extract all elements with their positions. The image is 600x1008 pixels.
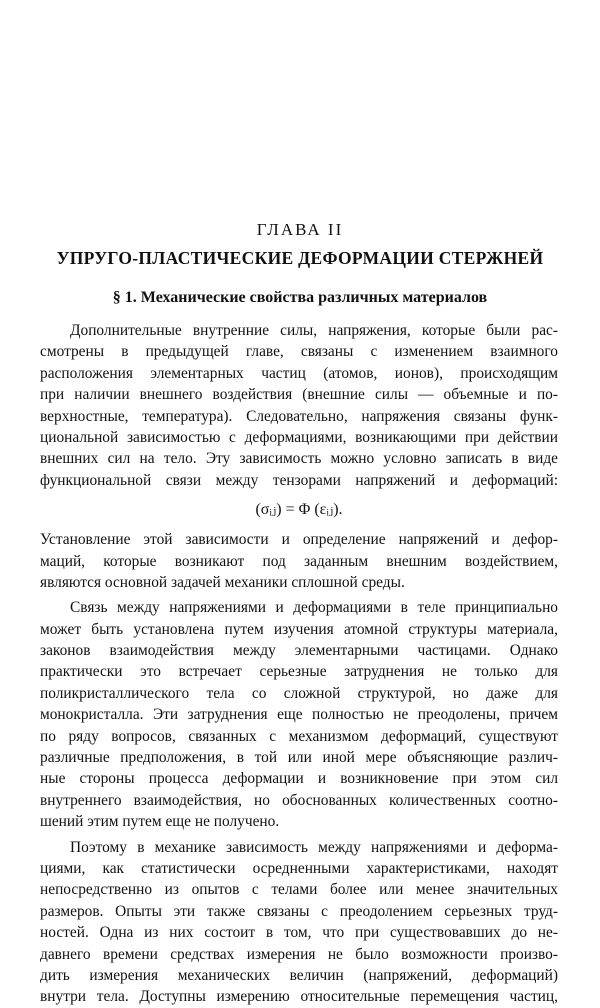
- paragraph-2: [40, 529, 558, 593]
- section-title: § 1. Механические свойства различных материалов: [112, 289, 488, 306]
- chapter-title: УПРУГО-ПЛАСТИЧЕСКИЕ ДЕФОРМАЦИИ СТЕРЖНЕЙ: [56, 248, 544, 268]
- text-line: размеров. Опыты эти также связаны с преодолением серьезных труд-: [40, 902, 558, 920]
- text-line: при наличии внешнего воздействия (внешние силы — объемные и по-: [40, 386, 558, 404]
- text-line: маций, которые возникают под заданным внешним воздействием,: [40, 552, 558, 570]
- text-line: давнего времени средствах измерения не было возможности произво-: [40, 945, 558, 963]
- text-line: расположения элементарных частиц (атомов, ионов), происходящим: [40, 364, 558, 382]
- text-line: Связь между напряжениями и деформациями в теле принципиально: [70, 599, 558, 617]
- text-line: Поэтому в механике зависимость между напряжениями и деформа-: [70, 838, 558, 856]
- text-line: ные стороны процесса деформации и возникновение при этом сил: [40, 770, 558, 788]
- paragraph-4: [40, 837, 558, 1008]
- formula: (σᵢⱼ) = Φ (εᵢⱼ).: [255, 501, 343, 519]
- text-line: законов взаимодействия между элементарными частицами. Однако: [40, 642, 558, 660]
- paragraph-3: [40, 597, 558, 832]
- text-line: поликристаллического тела со сложной структурой, но даже для: [40, 684, 558, 702]
- text-line: непосредственно из опытов с телами более или менее значительных: [40, 881, 558, 899]
- text-line: смотрены в предыдущей главе, связаны с изменением взаимного: [40, 343, 558, 361]
- text-line: ностей. Одна из них состоит в том, что при существовавших до не-: [40, 924, 558, 942]
- text-line: внутри тела. Доступны измерению относительные перемещения частиц,: [40, 988, 558, 1006]
- text-line: практически это встречает серьезные затруднения не только для: [40, 663, 558, 681]
- text-line: Установление этой зависимости и определение напряжений и дефор-: [40, 531, 558, 549]
- text-line: дить измерения механических величин (напряжений, деформаций): [40, 966, 558, 984]
- text-line: Дополнительные внутренние силы, напряжения, которые были рас-: [70, 322, 558, 339]
- text-line: внешних сил на тело. Эту зависимость можно условно записать в виде: [40, 450, 558, 468]
- chapter-label: ГЛАВА II: [256, 220, 344, 239]
- text-line: монокристалла. Эти затруднения еще полностью не преодолены, причем: [40, 706, 558, 724]
- text-line: верхностные, температура). Следовательно, напряжения связаны функ-: [40, 407, 558, 425]
- text-line: функциональной связи между тензорами напряжений и деформаций:: [40, 471, 558, 489]
- text-line: являются основной задачей механики сплошной среды.: [40, 573, 405, 591]
- text-line: может быть установлена путем изучения атомной структуры материала,: [40, 620, 558, 638]
- paragraph-1: [40, 320, 558, 491]
- text-line: циями, как статистически осредненными характеристиками, находят: [40, 859, 558, 877]
- text-line: по ряду вопросов, связанных с механизмом деформаций, существуют: [40, 727, 558, 745]
- body-text: [40, 320, 558, 1008]
- text-line: внутреннего взаимодействия, но обоснованных количественных соотно-: [40, 791, 558, 809]
- text-line: шений этим путем еще не получено.: [40, 813, 280, 831]
- text-line: различные предположения, в той или иной мере объясняющие различ-: [40, 749, 558, 767]
- text-line: циональной зависимостью с деформациями, возникающими при действии: [40, 428, 558, 446]
